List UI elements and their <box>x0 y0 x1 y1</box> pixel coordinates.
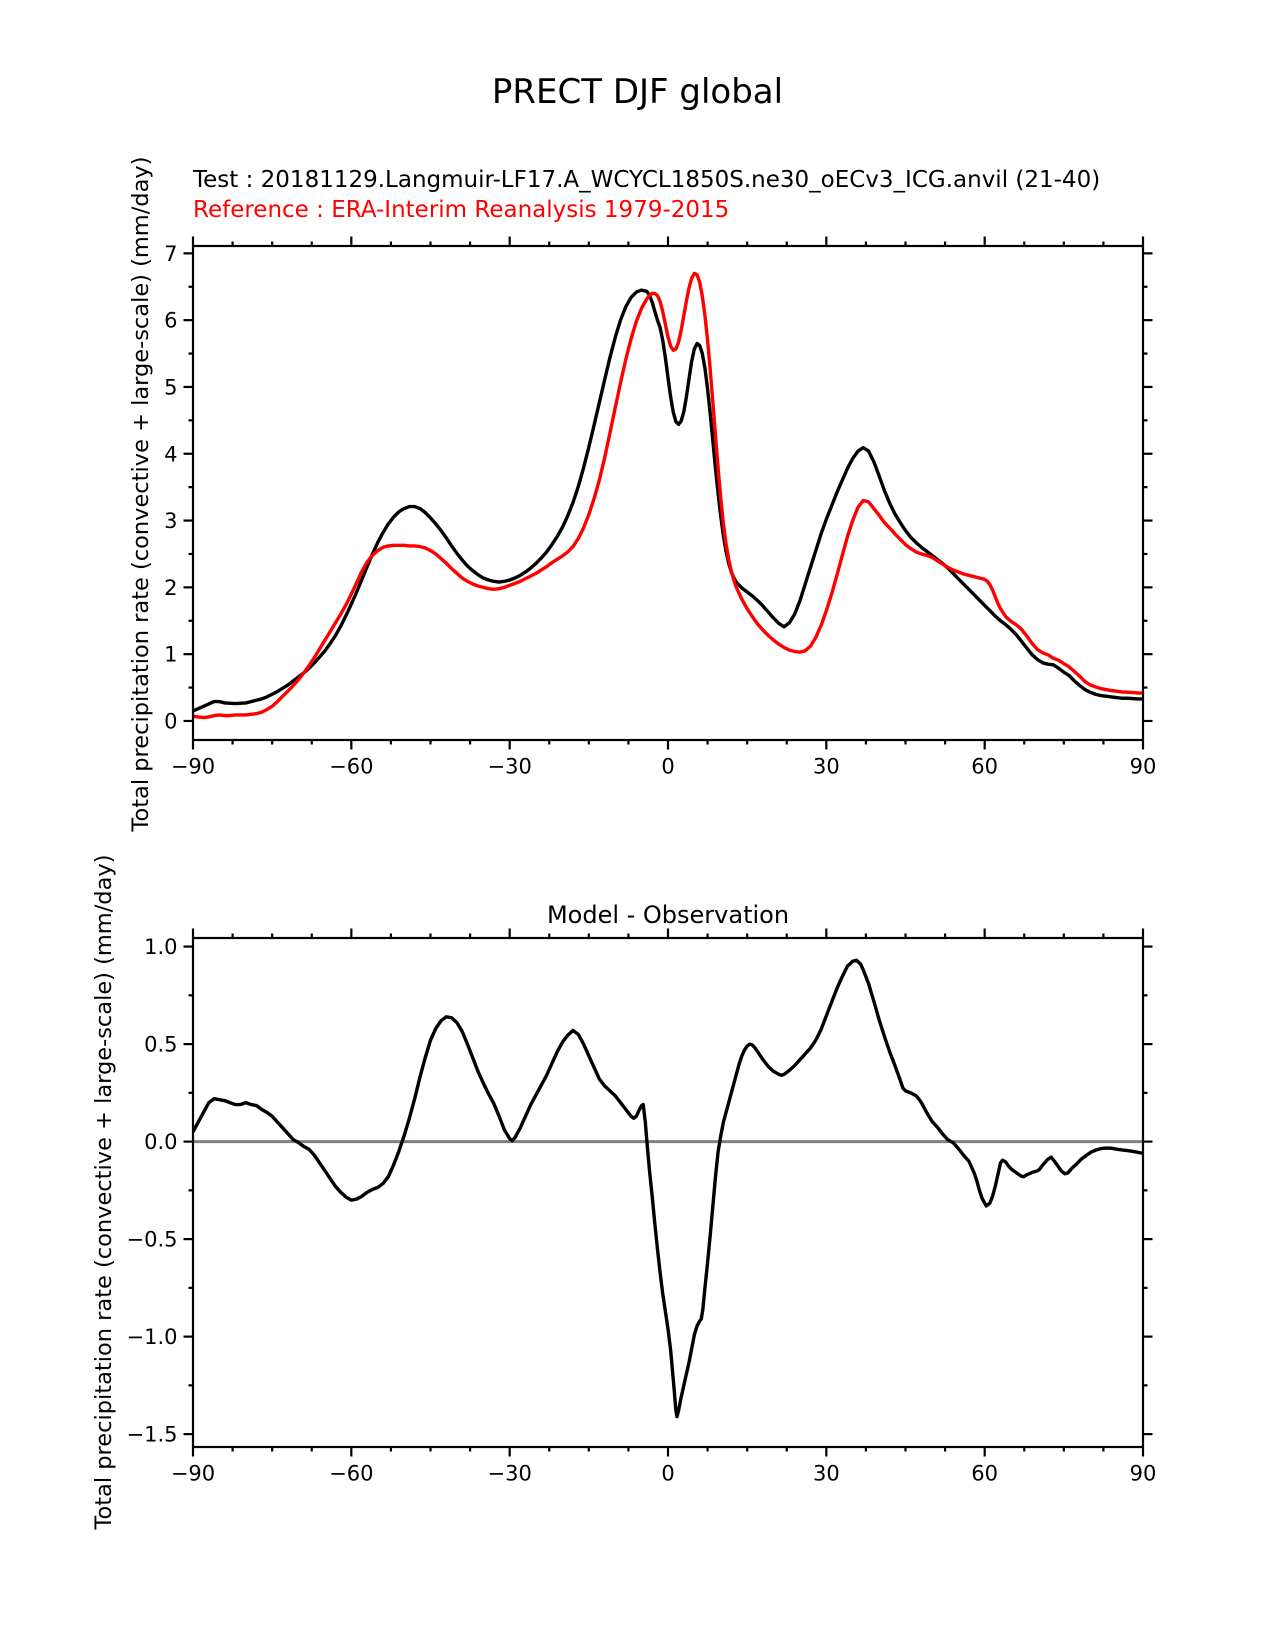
y-tick-label: −1.5 <box>126 1422 178 1447</box>
axes-box <box>193 938 1143 1447</box>
y-tick-label: 1 <box>164 642 178 667</box>
y-tick-label: 4 <box>164 442 178 467</box>
y-tick-label: 5 <box>164 375 178 400</box>
y-tick-label: 3 <box>164 509 178 534</box>
x-tick-label: −30 <box>487 1461 532 1486</box>
figure-title: PRECT DJF global <box>491 72 784 112</box>
bottom-plot-y-axis-label: Total precipitation rate (convective + large-scale) (mm/day) <box>91 854 117 1530</box>
x-tick-label: 90 <box>1129 1461 1157 1486</box>
x-tick-label: −60 <box>329 1461 374 1486</box>
y-tick-label: 0.5 <box>144 1032 178 1057</box>
test-curve <box>193 290 1143 711</box>
x-tick-label: 0 <box>661 1461 675 1486</box>
y-tick-label: 0 <box>164 709 178 734</box>
y-tick-label: −0.5 <box>126 1227 178 1252</box>
top-plot-y-axis-label: Total precipitation rate (convective + large-scale) (mm/day) <box>128 156 154 832</box>
y-tick-label: 6 <box>164 308 178 333</box>
x-tick-label: −90 <box>170 754 216 779</box>
reference-curve <box>193 273 1143 717</box>
x-tick-label: −60 <box>329 754 374 779</box>
x-tick-label: 60 <box>971 1461 999 1486</box>
x-tick-label: 90 <box>1129 754 1157 779</box>
x-tick-label: 30 <box>812 754 840 779</box>
x-tick-label: −30 <box>487 754 532 779</box>
x-tick-label: −90 <box>170 1461 216 1486</box>
bottom-plot-title: Model - Observation <box>546 901 790 929</box>
y-tick-label: 2 <box>164 575 178 600</box>
y-tick-label: 1.0 <box>144 935 178 960</box>
y-tick-label: 0.0 <box>144 1130 178 1155</box>
test-series-label: Test : 20181129.Langmuir-LF17.A_WCYCL1850S.ne30_oECv3_ICG.anvil (21-40) <box>193 167 1101 193</box>
y-tick-label: −1.0 <box>126 1325 178 1350</box>
x-tick-label: 60 <box>971 754 999 779</box>
reference-series-label: Reference : ERA-Interim Reanalysis 1979-2015 <box>193 197 730 223</box>
model-observation-curve <box>193 960 1143 1416</box>
x-tick-label: 0 <box>661 754 675 779</box>
x-tick-label: 30 <box>812 1461 840 1486</box>
axes-box <box>193 246 1143 740</box>
y-tick-label: 7 <box>164 241 178 266</box>
